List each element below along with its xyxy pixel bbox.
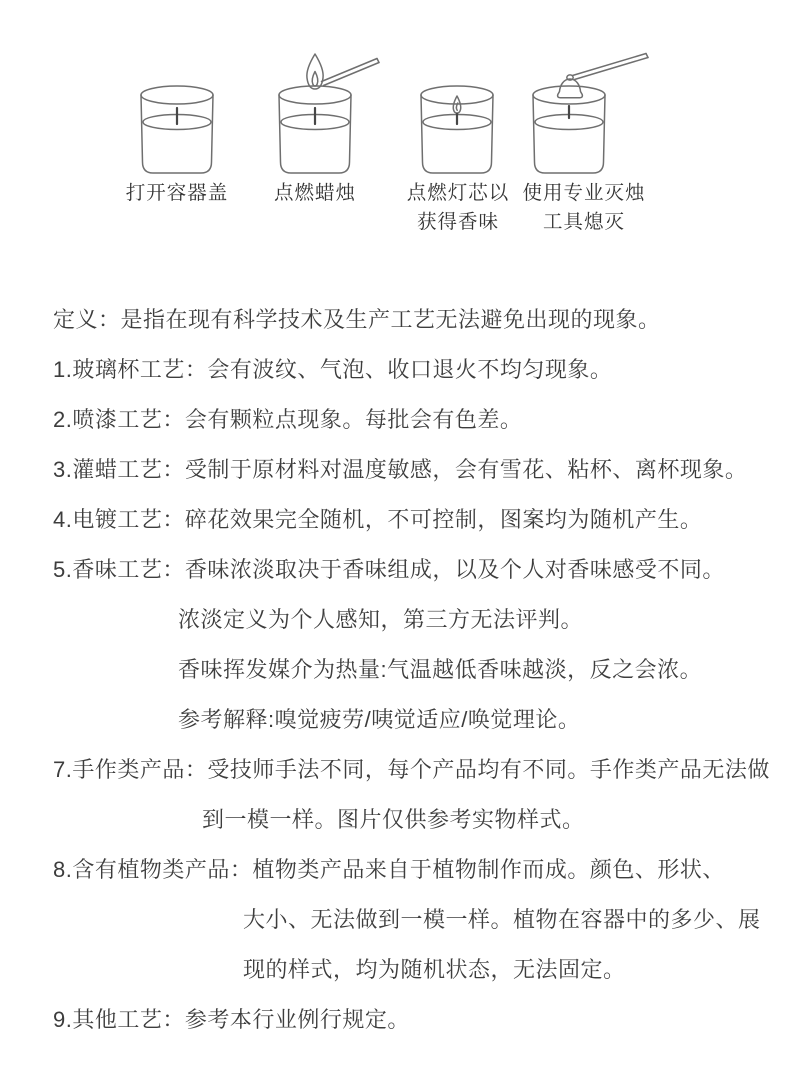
disclaimer-item-8: 8.含有植物类产品：植物类产品来自于植物制作而成。颜色、形状、 — [53, 857, 725, 882]
step-caption-snuffer — [489, 179, 679, 237]
disclaimer-item-5-sub: 香味挥发媒介为热量:气温越低香味越淡，反之会浓。 — [178, 657, 703, 682]
caption-line: 点燃蜡烛 — [273, 182, 356, 204]
caption-line: 工具熄灭 — [542, 211, 625, 233]
disclaimer-item-9: 9.其他工艺：参考本行业例行规定。 — [53, 1007, 410, 1032]
candle-light-with-match-icon — [240, 48, 390, 178]
disclaimer-item-5: 5.香味工艺：香味浓淡取决于香味组成，以及个人对香味感受不同。 — [53, 557, 725, 582]
disclaimer-item-1: 1.玻璃杯工艺：会有波纹、气泡、收口退火不均匀现象。 — [53, 357, 613, 382]
caption-line: 使用专业灭烛 — [522, 182, 646, 204]
disclaimer-item-4: 4.电镀工艺：碎花效果完全随机，不可控制，图案均为随机产生。 — [53, 507, 703, 532]
candle-snuffer-icon — [494, 48, 644, 178]
disclaimer-definition-line: 定义：是指在现有科学技术及生产工艺无法避免出现的现象。 — [53, 307, 661, 332]
disclaimer-item-5-sub: 浓淡定义为个人感知，第三方无法评判。 — [178, 607, 584, 632]
small-flame-icon — [453, 96, 461, 113]
caption-line: 打开容器盖 — [125, 182, 229, 204]
disclaimer-item-7-wrap: 到一模一样。图片仅供参考实物样式。 — [202, 807, 585, 832]
snuffer-handle-icon — [573, 54, 649, 80]
process-disclaimer-text — [53, 295, 783, 1045]
disclaimer-item-7: 7.手作类产品：受技师手法不同，每个产品均有不同。手作类产品无法做 — [53, 757, 770, 782]
disclaimer-item-3: 3.灌蜡工艺：受制于原材料对温度敏感，会有雪花、粘杯、离杯现象。 — [53, 457, 748, 482]
candle-jar-open-icon — [102, 48, 252, 178]
disclaimer-item-8-wrap: 现的样式，均为随机状态，无法固定。 — [243, 957, 626, 982]
disclaimer-item-8-wrap: 大小、无法做到一模一样。植物在容器中的多少、展 — [243, 907, 761, 932]
disclaimer-item-5-sub: 参考解释:嗅觉疲劳/咦觉适应/唤觉理论。 — [178, 707, 581, 732]
caption-line: 获得香味 — [416, 211, 499, 233]
match-icon — [322, 59, 380, 86]
disclaimer-item-2: 2.喷漆工艺：会有颗粒点现象。每批会有色差。 — [53, 407, 523, 432]
caption-line: 点燃灯芯以 — [406, 182, 510, 204]
flame-icon — [307, 54, 323, 89]
